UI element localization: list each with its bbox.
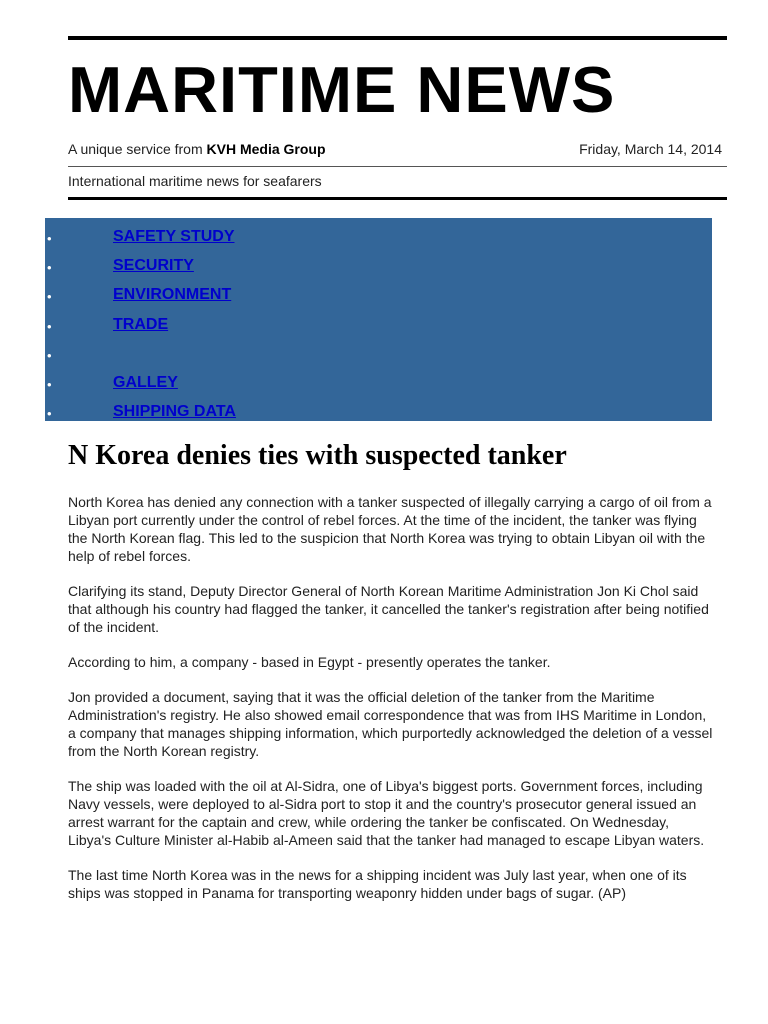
nav-item-shipping-data — [45, 403, 712, 423]
subtagline: International maritime news for seafarers — [68, 173, 322, 189]
bullet-icon: • — [47, 406, 52, 421]
issue-date: Friday, March 14, 2014 — [579, 141, 722, 157]
bullet-icon: • — [47, 319, 52, 334]
tagline-prefix: A unique service from — [68, 141, 207, 157]
article-body — [68, 493, 716, 919]
nav-link-galley[interactable]: GALLEY — [113, 374, 178, 391]
bullet-icon: • — [47, 289, 52, 304]
masthead-bottom-rule — [68, 197, 727, 200]
bullet-icon: • — [47, 231, 52, 246]
bullet-icon: • — [47, 377, 52, 392]
nav-item-environment — [45, 286, 712, 306]
masthead-top-rule — [68, 36, 727, 40]
nav-item-galley — [45, 374, 712, 394]
nav-link-safety-study[interactable]: SAFETY STUDY — [113, 228, 235, 245]
nav-item-empty — [45, 345, 712, 365]
nav-link-environment[interactable]: ENVIRONMENT — [113, 286, 232, 303]
tagline — [68, 141, 326, 157]
masthead-title: MARITIME NEWS — [68, 53, 616, 126]
article-paragraph: Jon provided a document, saying that it was the official deletion of the tanker from the Maritime Administration's registry. He also showed email correspondence that was from IHS Maritime in London, a company that manages shipping information, which purportedly acknowledged the deletion of a vessel from the North Korean registry. — [68, 689, 713, 759]
masthead-divider — [68, 166, 727, 167]
article-paragraph: According to him, a company - based in Egypt - presently operates the tanker. — [68, 654, 551, 670]
bullet-icon: • — [47, 348, 52, 363]
article-paragraph: The ship was loaded with the oil at Al-Sidra, one of Libya's biggest ports. Government forces, including Navy vessels, were deployed to al-Sidra port to stop it and the country's prosecutor general issued an arrest warrant for the captain and crew, while ordering the tanker be confiscated. On Wednesday, Libya's Culture Minister al-Habib al-Ameen said that the tanker had managed to escape Libyan waters. — [68, 778, 705, 848]
nav-menu — [45, 218, 712, 421]
nav-link-trade[interactable]: TRADE — [113, 316, 169, 333]
nav-link-security[interactable]: SECURITY — [113, 257, 194, 274]
article-paragraph: The last time North Korea was in the news for a shipping incident was July last year, when one of its ships was stopped in Panama for transporting weaponry hidden under bags of sugar. (AP) — [68, 867, 687, 901]
article-paragraph: North Korea has denied any connection with a tanker suspected of illegally carrying a cargo of oil from a Libyan port currently under the control of rebel forces. At the time of the incident, the tanker was flying the North Korean flag. This led to the suspicion that North Korea was trying to obtain Libyan oil with the help of rebel forces. — [68, 494, 712, 564]
article-paragraph: Clarifying its stand, Deputy Director General of North Korean Maritime Administration Jon Ki Chol said that although his country had flagged the tanker, it cancelled the tanker's registration after being notified of the incident. — [68, 583, 709, 635]
nav-item-security — [45, 257, 712, 277]
publisher-name: KVH Media Group — [206, 141, 326, 157]
nav-item-safety-study — [45, 228, 712, 248]
article-headline: N Korea denies ties with suspected tanker — [68, 440, 567, 471]
bullet-icon: • — [47, 260, 52, 275]
nav-link-shipping-data[interactable]: SHIPPING DATA — [113, 403, 236, 420]
nav-item-trade — [45, 316, 712, 336]
